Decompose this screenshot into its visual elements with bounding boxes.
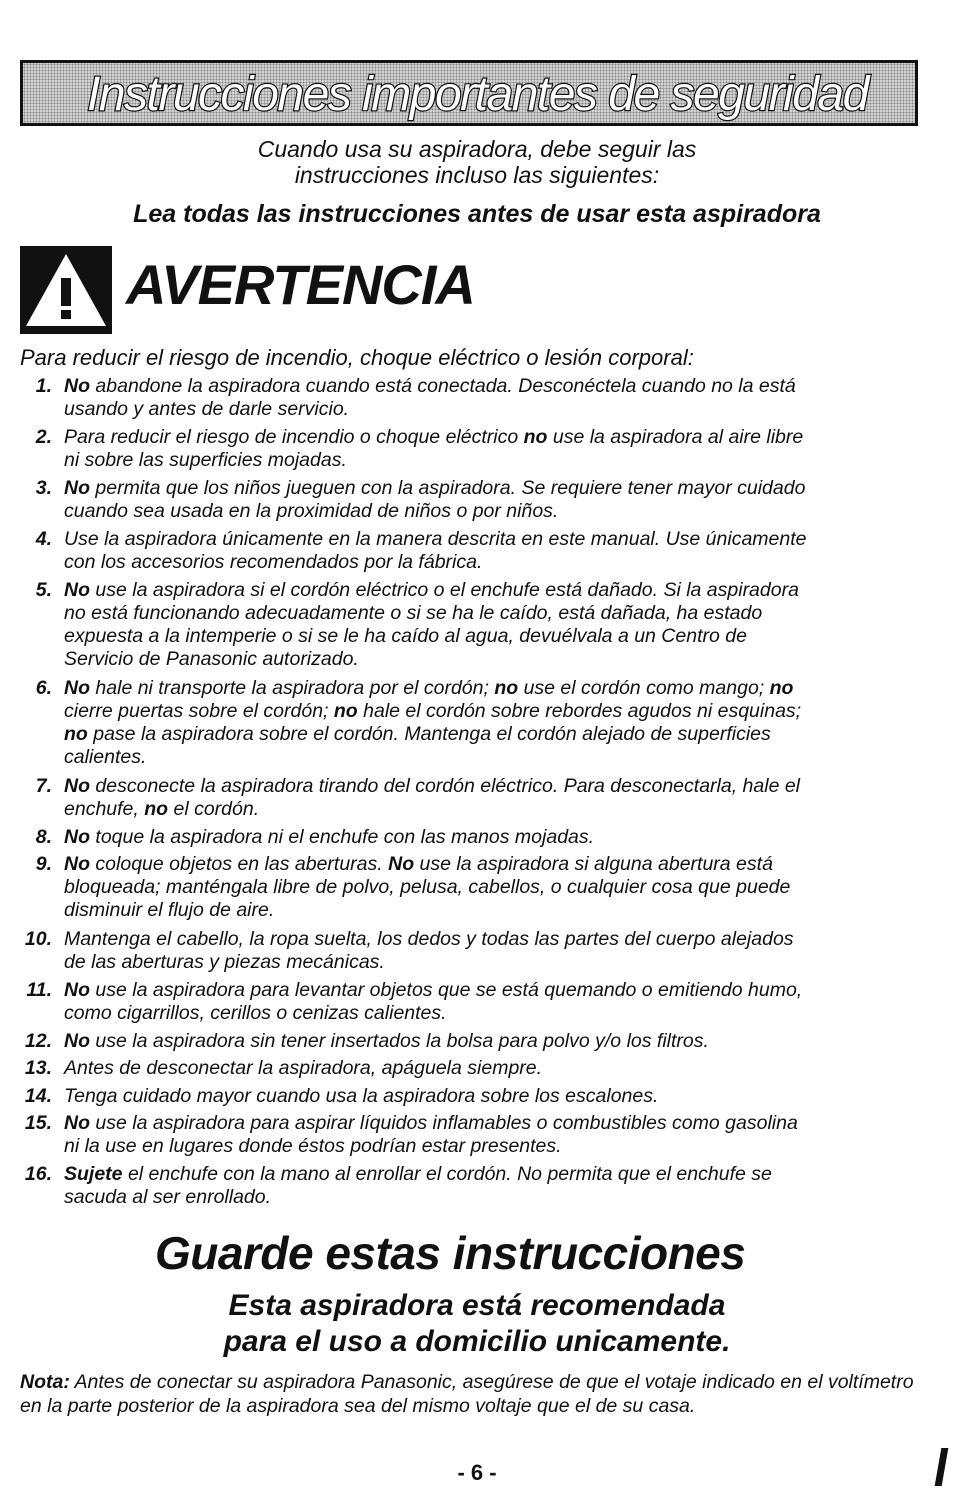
list-item-text: No use la aspiradora sin tener insertados la bolsa para polvo y/o los filtros. bbox=[64, 1029, 709, 1052]
read-all-heading: Lea todas las instrucciones antes de usar esta aspiradora bbox=[133, 200, 821, 228]
list-item-text: No desconecte la aspiradora tirando del cordón eléctrico. Para desconectarla, hale el enchufe, no el cordón. bbox=[64, 774, 801, 820]
save-instructions-heading: Guarde estas instrucciones bbox=[155, 1227, 746, 1279]
warning-triangle-icon bbox=[20, 246, 112, 334]
household-use-heading bbox=[0, 1288, 954, 1360]
list-item-number: 14. bbox=[24, 1084, 52, 1107]
note-text: Antes de conectar su aspiradora Panasonic, asegúrese de que el votaje indicado en el voltímetro en la parte posterior de la aspiradora sea del mismo voltaje que el de su casa. bbox=[20, 1371, 914, 1417]
note-label: Nota: bbox=[20, 1371, 70, 1393]
list-item-number: 9. bbox=[35, 853, 52, 876]
title-banner bbox=[20, 60, 918, 126]
list-item-text: No abandone la aspiradora cuando está conectada. Desconéctela cuando no la está usando y antes de darle servicio. bbox=[64, 375, 796, 420]
list-item-text: Mantenga el cabello, la ropa suelta, los dedos y todas las partes del cuerpo alejados de las aberturas y piezas mecánicas. bbox=[64, 927, 794, 973]
list-item-number: 10. bbox=[24, 927, 52, 950]
warning-title: AVERTENCIA bbox=[126, 253, 475, 316]
list-item-number: 11. bbox=[26, 978, 52, 1001]
list-item-text: Tenga cuidado mayor cuando usa la aspiradora sobre los escalones. bbox=[64, 1084, 659, 1107]
list-item-number: 5. bbox=[35, 579, 52, 601]
list-item-text: Para reducir el riesgo de incendio o choque eléctrico no use la aspiradora al aire libre ni sobre las superficies mojadas. bbox=[64, 426, 804, 471]
page-title: Instrucciones importantes de seguridad bbox=[87, 68, 868, 121]
intro-text bbox=[0, 136, 954, 188]
list-item-number: 3. bbox=[35, 477, 52, 499]
list-item-number: 6. bbox=[35, 676, 52, 699]
list-item-number: 7. bbox=[35, 774, 52, 797]
page-number: - 6 - bbox=[457, 1460, 497, 1485]
intro-line-1: Cuando usa su aspiradora, debe seguir las bbox=[257, 136, 697, 162]
list-item-number: 15. bbox=[24, 1112, 52, 1135]
list-item-number: 13. bbox=[24, 1057, 52, 1080]
list-item-text: No use la aspiradora para levantar objetos que se está quemando o emitiendo humo, como cigarrillos, cerillos o cenizas calientes. bbox=[64, 978, 803, 1024]
list-item-number: 16. bbox=[24, 1163, 52, 1186]
list-item-number: 2. bbox=[35, 426, 52, 448]
intro-line-2: instrucciones incluso las siguientes: bbox=[294, 162, 660, 188]
list-item-number: 12. bbox=[24, 1029, 52, 1052]
voltage-note bbox=[20, 1370, 932, 1418]
household-line-1: Esta aspiradora está recomendada bbox=[228, 1289, 726, 1322]
list-item-text: No permita que los niños jueguen con la aspiradora. Se requiere tener mayor cuidado cuando sea usada en la proximidad de niños o por niños. bbox=[64, 477, 806, 522]
list-item-text: No use la aspiradora para aspirar líquidos inflamables o combustibles como gasolina ni la use en lugares donde éstos podrían estar presentes. bbox=[64, 1112, 798, 1158]
list-item-text: No coloque objetos en las aberturas. No use la aspiradora si alguna abertura está bloqueada; manténgala libre de polvo, pelusa, cabellos, o cualquier cosa que puede disminuir el flujo de aire. bbox=[64, 853, 791, 922]
household-line-2: para el uso a domicilio unicamente. bbox=[223, 1325, 731, 1358]
list-item-text: Use la aspiradora únicamente en la manera descrita en este manual. Use únicamente con los accesorios recomendados por la fábrica. bbox=[64, 528, 807, 573]
list-item-text: Antes de desconectar la aspiradora, apáguela siempre. bbox=[64, 1057, 543, 1080]
list-item-number: 8. bbox=[35, 825, 52, 848]
list-item-number: 1. bbox=[35, 375, 52, 397]
list-item-text: No toque la aspiradora ni el enchufe con las manos mojadas. bbox=[64, 825, 595, 848]
list-item-text: No use la aspiradora si el cordón eléctrico o el enchufe está dañado. Si la aspiradora no está funcionando adecuadamente o si se ha le caído, está dañada, ha estado expuesta a la intemperie o si se le ha caído al agua, devuélvala a un Centro de Servicio de Panasonic autorizado. bbox=[64, 579, 799, 670]
list-item-text: No hale ni transporte la aspiradora por el cordón; no use el cordón como mango; no cierre puertas sobre el cordón; no hale el cordón sobre rebordes agudos ni esquinas; no pase la aspiradora sobre el cordón. Mantenga el cordón alejado de superficies calientes. bbox=[64, 676, 802, 768]
list-item-text: Sujete el enchufe con la mano al enrollar el cordón. No permita que el enchufe se sacuda al ser enrollado. bbox=[64, 1163, 772, 1209]
list-item-number: 4. bbox=[35, 528, 52, 550]
warning-lead: Para reducir el riesgo de incendio, choque eléctrico o lesión corporal: bbox=[20, 345, 694, 370]
